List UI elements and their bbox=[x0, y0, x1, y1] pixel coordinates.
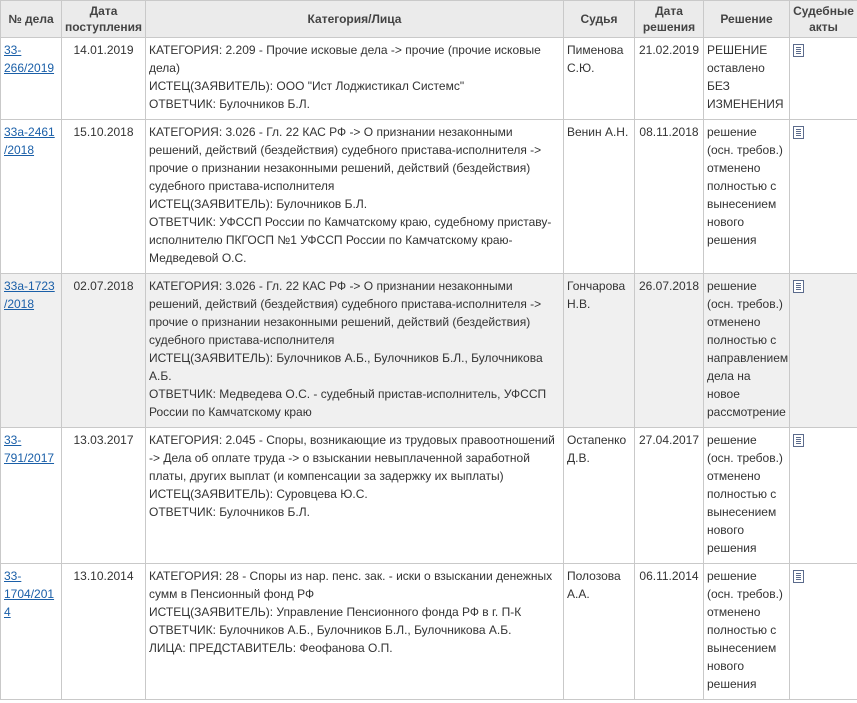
decision-date: 21.02.2019 bbox=[635, 38, 704, 120]
document-icon[interactable] bbox=[793, 434, 804, 447]
case-number-cell bbox=[1, 564, 62, 700]
category-cell bbox=[146, 428, 564, 564]
court-acts-cell bbox=[790, 428, 857, 564]
judge-name: Пименова С.Ю. bbox=[564, 38, 635, 120]
court-acts-cell bbox=[790, 564, 857, 700]
defendant-text: ОТВЕТЧИК: УФССП России по Камчатскому краю, судебному приставу-исполнителю ПКГОСП №1 УФССП России по Камчатскому краю-Медведевой О.С. bbox=[149, 215, 552, 265]
plaintiff-text: ИСТЕЦ(ЗАЯВИТЕЛЬ): Управление Пенсионного фонда РФ в г. П-К bbox=[149, 605, 522, 619]
category-cell bbox=[146, 274, 564, 428]
judge-name: Гончарова Н.В. bbox=[564, 274, 635, 428]
received-date: 14.01.2019 bbox=[62, 38, 146, 120]
decision-date: 08.11.2018 bbox=[635, 120, 704, 274]
court-acts-cell bbox=[790, 120, 857, 274]
category-text: КАТЕГОРИЯ: 3.026 - Гл. 22 КАС РФ -> О признании незаконными решений, действий (бездействия) судебного пристава-исполнителя -> прочие о признании незаконными решений, действий (бездействия) судебного пристава-исполнителя bbox=[149, 125, 542, 193]
case-number-cell bbox=[1, 120, 62, 274]
category-text: КАТЕГОРИЯ: 2.045 - Споры, возникающие из трудовых правоотношений -> Дела об оплате труда -> о взыскании невыплаченной заработной платы, других выплат (и компенсации за задержку их выплаты) bbox=[149, 433, 555, 483]
plaintiff-text: ИСТЕЦ(ЗАЯВИТЕЛЬ): ООО "Ист Лоджистикал Системс" bbox=[149, 79, 465, 93]
plaintiff-text: ИСТЕЦ(ЗАЯВИТЕЛЬ): Суровцева Ю.С. bbox=[149, 487, 368, 501]
document-icon[interactable] bbox=[793, 126, 804, 139]
header-received-date[interactable]: Дата поступления bbox=[62, 1, 146, 38]
document-icon[interactable] bbox=[793, 570, 804, 583]
decision-text: решение (осн. требов.) отменено полностью с вынесением нового решения bbox=[704, 120, 790, 274]
judge-name: Венин А.Н. bbox=[564, 120, 635, 274]
decision-date: 06.11.2014 bbox=[635, 564, 704, 700]
case-number-link[interactable]: 33-1704/2014 bbox=[4, 569, 55, 619]
category-cell bbox=[146, 38, 564, 120]
table-row bbox=[1, 428, 857, 564]
category-cell bbox=[146, 120, 564, 274]
decision-date: 26.07.2018 bbox=[635, 274, 704, 428]
document-icon[interactable] bbox=[793, 280, 804, 293]
received-date: 15.10.2018 bbox=[62, 120, 146, 274]
received-date: 13.10.2014 bbox=[62, 564, 146, 700]
table-row bbox=[1, 120, 857, 274]
received-date: 13.03.2017 bbox=[62, 428, 146, 564]
representative-text: ЛИЦА: ПРЕДСТАВИТЕЛЬ: Феофанова О.П. bbox=[149, 641, 393, 655]
header-case-no[interactable]: № дела bbox=[1, 1, 62, 38]
decision-text: решение (осн. требов.) отменено полностью с вынесением нового решения bbox=[704, 428, 790, 564]
decision-text: решение (осн. требов.) отменено полностью с направлением дела на новое рассмотрение bbox=[704, 274, 790, 428]
header-row bbox=[1, 1, 857, 38]
table-row bbox=[1, 274, 857, 428]
case-number-link[interactable]: 33а-2461/2018 bbox=[4, 125, 55, 157]
judge-name: Остапенко Д.В. bbox=[564, 428, 635, 564]
judge-name: Полозова А.А. bbox=[564, 564, 635, 700]
case-number-link[interactable]: 33-266/2019 bbox=[4, 43, 55, 75]
defendant-text: ОТВЕТЧИК: Булочников Б.Л. bbox=[149, 505, 310, 519]
defendant-text: ОТВЕТЧИК: Булочников Б.Л. bbox=[149, 97, 310, 111]
table-row bbox=[1, 38, 857, 120]
header-judge[interactable]: Судья bbox=[564, 1, 635, 38]
case-number-link[interactable]: 33-791/2017 bbox=[4, 433, 55, 465]
header-court-acts[interactable]: Судебные акты bbox=[790, 1, 857, 38]
received-date: 02.07.2018 bbox=[62, 274, 146, 428]
defendant-text: ОТВЕТЧИК: Булочников А.Б., Булочников Б.Л., Булочникова А.Б. bbox=[149, 623, 512, 637]
table-row bbox=[1, 564, 857, 700]
case-number-cell bbox=[1, 274, 62, 428]
category-text: КАТЕГОРИЯ: 28 - Споры из нар. пенс. зак. - иски о взыскании денежных сумм в Пенсионный фонд РФ bbox=[149, 569, 553, 601]
decision-date: 27.04.2017 bbox=[635, 428, 704, 564]
court-acts-cell bbox=[790, 38, 857, 120]
case-number-link[interactable]: 33а-1723/2018 bbox=[4, 279, 55, 311]
decision-text: РЕШЕНИЕ оставлено БЕЗ ИЗМЕНЕНИЯ bbox=[704, 38, 790, 120]
header-decision-date[interactable]: Дата решения bbox=[635, 1, 704, 38]
document-icon[interactable] bbox=[793, 44, 804, 57]
plaintiff-text: ИСТЕЦ(ЗАЯВИТЕЛЬ): Булочников Б.Л. bbox=[149, 197, 368, 211]
header-decision[interactable]: Решение bbox=[704, 1, 790, 38]
court-acts-cell bbox=[790, 274, 857, 428]
case-number-cell bbox=[1, 428, 62, 564]
decision-text: решение (осн. требов.) отменено полностью с вынесением нового решения bbox=[704, 564, 790, 700]
category-text: КАТЕГОРИЯ: 2.209 - Прочие исковые дела -> прочие (прочие исковые дела) bbox=[149, 43, 541, 75]
defendant-text: ОТВЕТЧИК: Медведева О.С. - судебный пристав-исполнитель, УФССП России по Камчатскому краю bbox=[149, 387, 547, 419]
header-category[interactable]: Категория/Лица bbox=[146, 1, 564, 38]
category-cell bbox=[146, 564, 564, 700]
category-text: КАТЕГОРИЯ: 3.026 - Гл. 22 КАС РФ -> О признании незаконными решений, действий (бездействия) судебного пристава-исполнителя -> прочие о признании незаконными решений, действий (бездействия) судебного пристава-исполнителя bbox=[149, 279, 542, 347]
plaintiff-text: ИСТЕЦ(ЗАЯВИТЕЛЬ): Булочников А.Б., Булочников Б.Л., Булочникова А.Б. bbox=[149, 351, 543, 383]
case-number-cell bbox=[1, 38, 62, 120]
